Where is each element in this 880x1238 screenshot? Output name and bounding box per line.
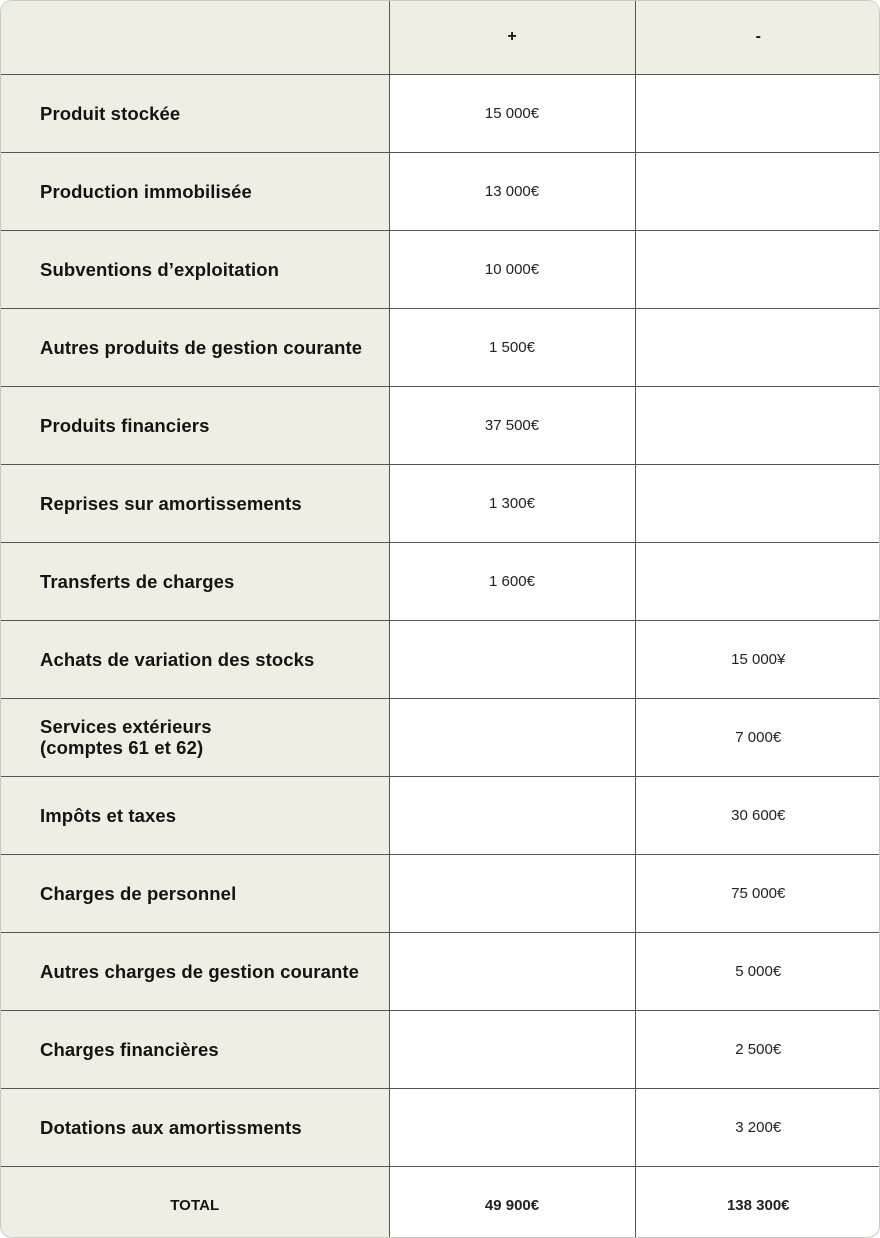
total-minus-value: 138 300€ bbox=[635, 1166, 880, 1238]
table-row bbox=[1, 776, 880, 854]
table-row bbox=[1, 1010, 880, 1088]
total-row bbox=[1, 1166, 880, 1238]
row-plus-value bbox=[389, 620, 635, 698]
row-minus-value bbox=[635, 230, 880, 308]
row-plus-value bbox=[389, 1088, 635, 1166]
table-row bbox=[1, 698, 880, 776]
table-row bbox=[1, 152, 880, 230]
row-minus-value bbox=[635, 542, 880, 620]
row-minus-value bbox=[635, 152, 880, 230]
row-minus-value: 2 500€ bbox=[635, 1010, 880, 1088]
row-minus-value bbox=[635, 74, 880, 152]
row-plus-value: 10 000€ bbox=[389, 230, 635, 308]
row-plus-value: 1 500€ bbox=[389, 308, 635, 386]
table-row bbox=[1, 542, 880, 620]
row-minus-value: 15 000¥ bbox=[635, 620, 880, 698]
table-row bbox=[1, 854, 880, 932]
table-header-row bbox=[1, 1, 880, 74]
row-plus-value bbox=[389, 932, 635, 1010]
header-label-column bbox=[1, 1, 389, 74]
row-label: Produits financiers bbox=[1, 386, 389, 464]
row-label: Produit stockée bbox=[1, 74, 389, 152]
row-label: Autres charges de gestion courante bbox=[1, 932, 389, 1010]
table-row bbox=[1, 308, 880, 386]
row-label: Production immobilisée bbox=[1, 152, 389, 230]
row-label: Subventions d’exploitation bbox=[1, 230, 389, 308]
row-label: Transferts de charges bbox=[1, 542, 389, 620]
row-plus-value bbox=[389, 1010, 635, 1088]
row-label: Impôts et taxes bbox=[1, 776, 389, 854]
table-row bbox=[1, 464, 880, 542]
row-plus-value: 37 500€ bbox=[389, 386, 635, 464]
row-plus-value bbox=[389, 698, 635, 776]
row-minus-value bbox=[635, 386, 880, 464]
row-label: Dotations aux amortissments bbox=[1, 1088, 389, 1166]
row-plus-value: 15 000€ bbox=[389, 74, 635, 152]
header-minus-column: - bbox=[635, 1, 880, 74]
row-label: Services extérieurs (comptes 61 et 62) bbox=[1, 698, 389, 776]
table-row bbox=[1, 230, 880, 308]
row-minus-value: 75 000€ bbox=[635, 854, 880, 932]
income-statement-table bbox=[1, 1, 880, 1238]
row-minus-value bbox=[635, 464, 880, 542]
table-row bbox=[1, 932, 880, 1010]
row-label: Autres produits de gestion courante bbox=[1, 308, 389, 386]
row-minus-value: 30 600€ bbox=[635, 776, 880, 854]
row-minus-value bbox=[635, 308, 880, 386]
row-plus-value bbox=[389, 776, 635, 854]
row-label: Achats de variation des stocks bbox=[1, 620, 389, 698]
row-minus-value: 7 000€ bbox=[635, 698, 880, 776]
row-label: Reprises sur amortissements bbox=[1, 464, 389, 542]
row-plus-value: 1 600€ bbox=[389, 542, 635, 620]
row-label: Charges financières bbox=[1, 1010, 389, 1088]
total-plus-value: 49 900€ bbox=[389, 1166, 635, 1238]
table-row bbox=[1, 1088, 880, 1166]
table-row bbox=[1, 74, 880, 152]
row-minus-value: 3 200€ bbox=[635, 1088, 880, 1166]
row-plus-value: 1 300€ bbox=[389, 464, 635, 542]
row-minus-value: 5 000€ bbox=[635, 932, 880, 1010]
total-label: TOTAL bbox=[1, 1166, 389, 1238]
table-row bbox=[1, 620, 880, 698]
row-plus-value bbox=[389, 854, 635, 932]
row-plus-value: 13 000€ bbox=[389, 152, 635, 230]
table-row bbox=[1, 386, 880, 464]
row-label: Charges de personnel bbox=[1, 854, 389, 932]
header-plus-column: + bbox=[389, 1, 635, 74]
